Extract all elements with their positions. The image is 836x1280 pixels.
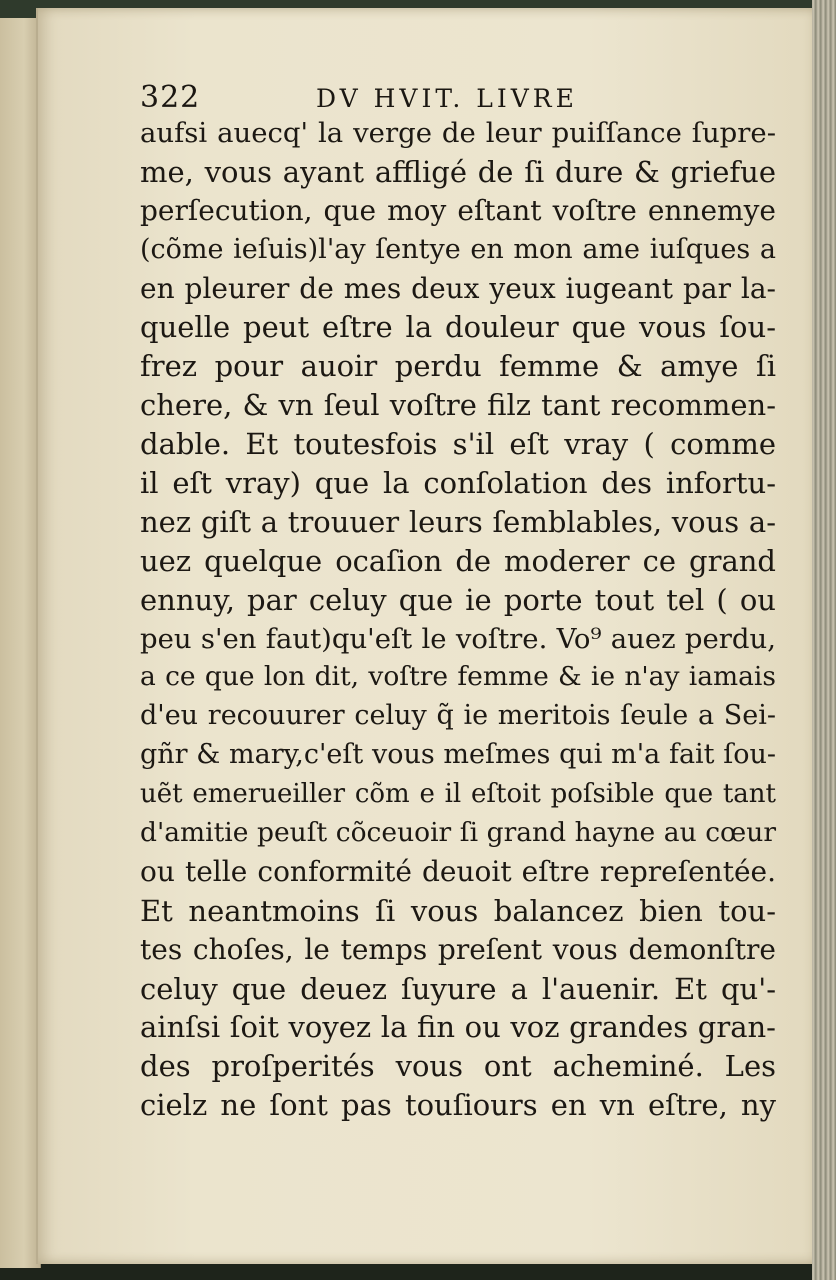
facing-page-edge xyxy=(0,18,41,1268)
text-line: ainſsi ſoit voyez la fin ou voz grandes gran- xyxy=(140,1010,776,1045)
text-line: nez giſt a trouuer leurs ſemblables, vous a- xyxy=(140,504,776,539)
text-line: tes choſes, le temps preſent vous demonſtre xyxy=(140,932,776,966)
text-line: a ce que lon dit, voſtre femme & ie n'ay iamais xyxy=(140,661,776,693)
text-line: chere, & vn ſeul voſtre filz tant recommen- xyxy=(140,388,776,423)
text-line: dable. Et toutesfois s'il eſt vray ( comme xyxy=(140,427,776,462)
text-line: me, vous ayant affligé de ſi dure & griefue xyxy=(140,154,776,189)
text-line: gñr & mary,c'eſt vous meſmes qui m'a fait ſou- xyxy=(140,739,776,771)
text-line: d'eu recouurer celuy q̃ ie meritois ſeule a Sei- xyxy=(140,700,776,732)
text-line: (cõme ieſuis)l'ay ſentye en mon ame iuſques a xyxy=(140,233,776,265)
text-line: aufsi auecq' la verge de leur puiſſance ſupre- xyxy=(140,117,776,149)
text-line: frez pour auoir perdu femme & amye ſi xyxy=(140,349,776,384)
text-line: Et neantmoins ſi vous balancez bien tou- xyxy=(140,893,776,928)
text-line: quelle peut eſtre la douleur que vous ſou- xyxy=(140,310,776,345)
page-stack-edge xyxy=(812,0,836,1280)
text-line: des proſperités vous ont acheminé. Les xyxy=(140,1049,776,1084)
text-line: en pleurer de mes deux yeux iugeant par la- xyxy=(140,271,776,305)
running-title: DV HVIT. LIVRE xyxy=(316,84,578,113)
body-text xyxy=(140,114,776,1125)
text-line: peu s'en faut)qu'eſt le voſtre. Vo⁹ auez perdu, xyxy=(140,622,776,655)
text-line: d'amitie peuſt cõceuoir ſi grand hayne au cœur xyxy=(140,817,776,849)
page-number: 322 xyxy=(140,80,201,115)
text-line: il eſt vray) que la conſolation des infortu- xyxy=(140,466,776,501)
text-line: uez quelque ocaſion de moderer ce grand xyxy=(140,543,776,578)
text-line: cielz ne ſont pas touſiours en vn eſtre, ny xyxy=(140,1088,776,1123)
text-line: uẽt emerueiller cõm e il eſtoit poſsible que tant xyxy=(140,779,776,810)
text-line: ennuy, par celuy que ie porte tout tel ( ou xyxy=(140,582,776,617)
text-line: celuy que deuez ſuyure a l'auenir. Et qu'- xyxy=(140,971,776,1006)
text-line: ou telle conformité deuoit eſtre repreſentée. xyxy=(140,854,776,888)
text-line: perſecution, que moy eſtant voſtre ennemye xyxy=(140,193,776,227)
